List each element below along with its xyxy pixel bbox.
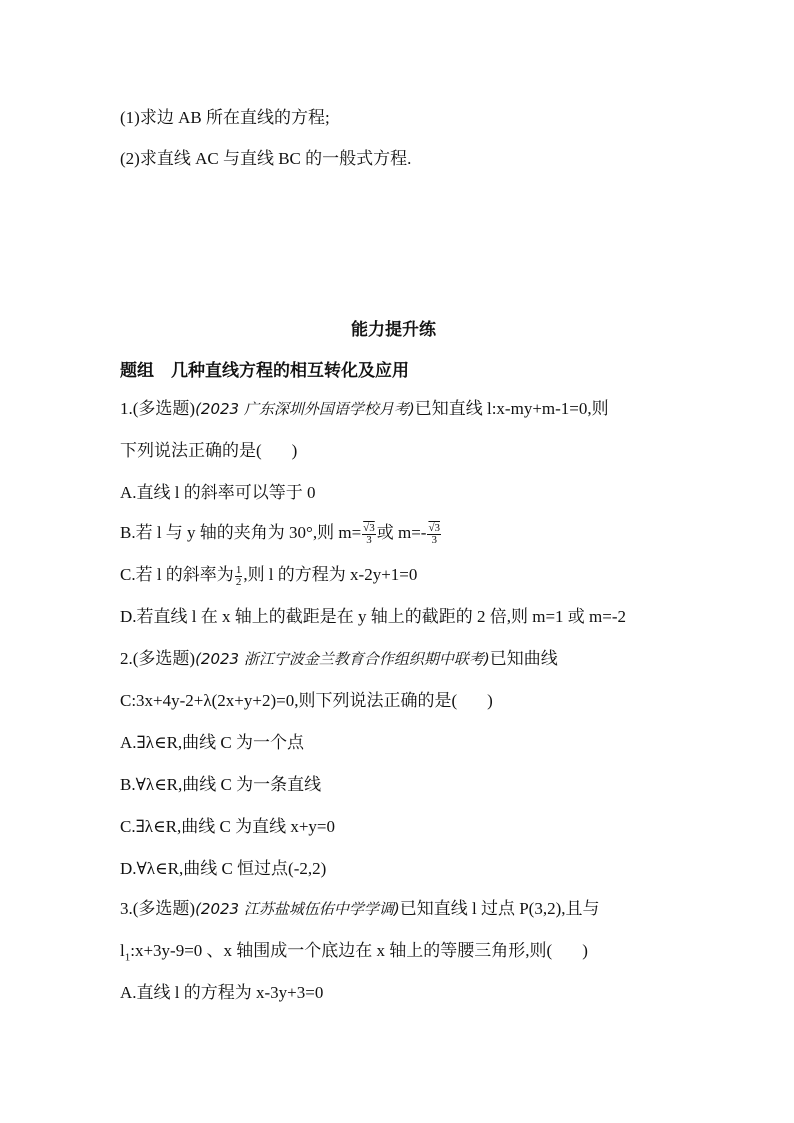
fraction-one-half: $\frac{1}{2}$ <box>235 563 242 588</box>
problem-1-option-a: A.直线 l 的斜率可以等于 0 <box>120 483 316 502</box>
question-1-part-1: (1)求边 AB 所在直线的方程; <box>120 108 330 127</box>
question-1-part-2: (2)求直线 AC 与直线 BC 的一般式方程. <box>120 149 412 168</box>
problem-2-option-d: D.∀λ∈R,曲线 C 恒过点(-2,2) <box>120 859 327 878</box>
section-title: 能力提升练 <box>351 320 436 340</box>
problem-1-option-d: D.若直线 l 在 x 轴上的截距是在 y 轴上的截距的 2 倍,则 m=1 或 m=-2 <box>120 607 627 626</box>
problem-3-stem-cont: $l_1:x+3y-9=0$ 、x 轴围成一个底边在 x 轴上的等腰三角形,则( ) <box>120 941 588 964</box>
problem-1-option-c: C.若 l 的斜率为 $\frac{1}{2}$ ,则 l 的方程为 x-2y+1=0 <box>120 563 418 588</box>
problem-1-stem: 1.(多选题)(2023 广东深圳外国语学校月考)已知直线 l:x-my+m-1=0,则 <box>120 399 609 418</box>
problem-2-option-b: B.∀λ∈R,曲线 C 为一条直线 <box>120 775 322 794</box>
problem-2-stem: 2.(多选题)(2023 浙江宁波金兰教育合作组织期中联考)已知曲线 <box>120 649 558 668</box>
fraction-sqrt3-over-3-neg: $\frac{√3}{3}$ <box>428 521 440 546</box>
fraction-sqrt3-over-3: $\frac{√3}{3}$ <box>363 521 375 546</box>
group-title: 题组 几种直线方程的相互转化及应用 <box>120 361 409 381</box>
problem-2-stem-cont: C:3x+4y-2+λ(2x+y+2)=0,则下列说法正确的是( ) <box>120 691 493 710</box>
problem-1-stem-cont: 下列说法正确的是( ) <box>120 441 298 460</box>
problem-2-option-a: A.∃λ∈R,曲线 C 为一个点 <box>120 733 305 752</box>
problem-3-option-a: A.直线 l 的方程为 x-3y+3=0 <box>120 983 324 1002</box>
problem-1-option-b: B.若 l 与 y 轴的夹角为 30°,则 m= $\frac{√3}{3}$ 或 m=- $\frac{√3}{3}$ <box>120 521 440 546</box>
problem-3-stem: 3.(多选题)(2023 江苏盐城伍佑中学学调)已知直线 l 过点 P(3,2),且与 <box>120 899 600 918</box>
problem-2-option-c: C.∃λ∈R,曲线 C 为直线 x+y=0 <box>120 817 335 836</box>
